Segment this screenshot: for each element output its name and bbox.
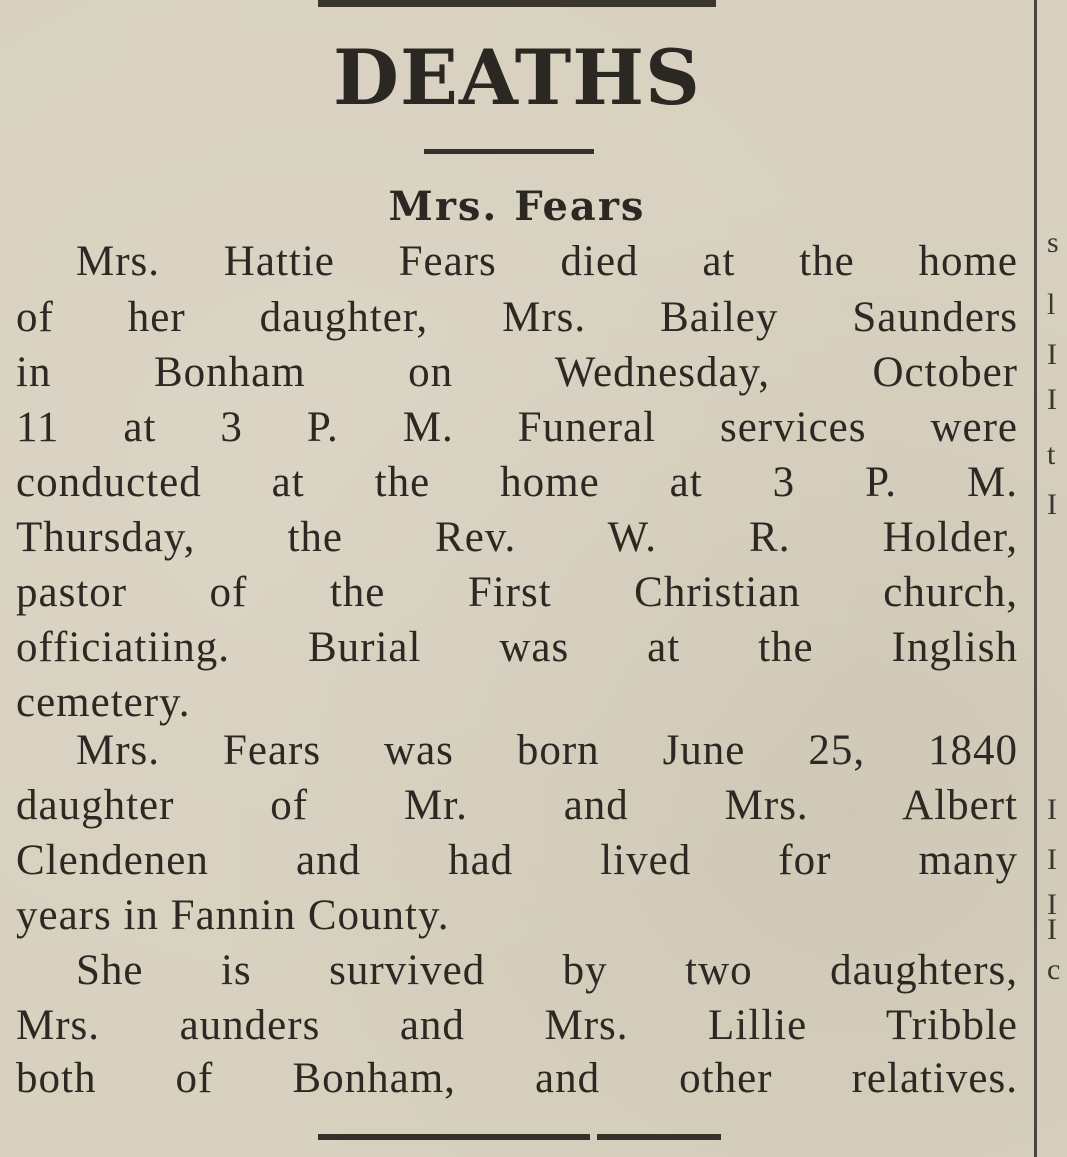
bottom-rule-right [597,1134,721,1140]
article-line: in Bonham on Wednesday, October [16,349,1018,396]
adjacent-column-fragment: l [1047,290,1056,320]
article-line: Clendenen and had lived for many [16,837,1018,884]
adjacent-column-fragment: I [1047,890,1057,920]
article-line: of her daughter, Mrs. Bailey Saunders [16,294,1018,341]
section-title: DEATHS [333,33,701,122]
adjacent-column-fragment: t [1047,440,1056,470]
article-line: Mrs. Fears was born June 25, 1840 [76,727,1018,774]
article-line: years in Fannin County. [16,892,450,939]
adjacent-column-fragment: I [1047,795,1057,825]
article-line: She is survived by two daughters, [76,947,1018,994]
article-line: officiatiing. Burial was at the Inglish [16,624,1018,671]
article-line: conducted at the home at 3 P. M. [16,459,1018,506]
adjacent-column-fragment: I [1047,490,1057,520]
adjacent-column-fragment: c [1047,955,1061,985]
adjacent-column-fragment: s [1047,228,1059,258]
adjacent-column-fragment: I [1047,845,1057,875]
article-line: Thursday, the Rev. W. R. Holder, [16,514,1018,561]
adjacent-column-fragment: I [1047,340,1057,370]
article-line: pastor of the First Christian church, [16,569,1018,616]
column-divider [1034,0,1037,1157]
article-line: daughter of Mr. and Mrs. Albert [16,782,1018,829]
article-line: both of Bonham, and other relatives. [16,1055,1018,1102]
headline-rule [424,149,594,154]
article-line: cemetery. [16,679,191,726]
adjacent-column-fragment: I [1047,915,1057,945]
bottom-rule-left [318,1134,590,1140]
adjacent-column-fragment: I [1047,385,1057,415]
article-line: Mrs. aunders and Mrs. Lillie Tribble [16,1002,1018,1049]
obituary-headline: Mrs. Fears [388,183,646,230]
article-line: Mrs. Hattie Fears died at the home [76,238,1018,285]
top-column-rule [318,0,716,7]
article-line: 11 at 3 P. M. Funeral services were [16,404,1018,451]
